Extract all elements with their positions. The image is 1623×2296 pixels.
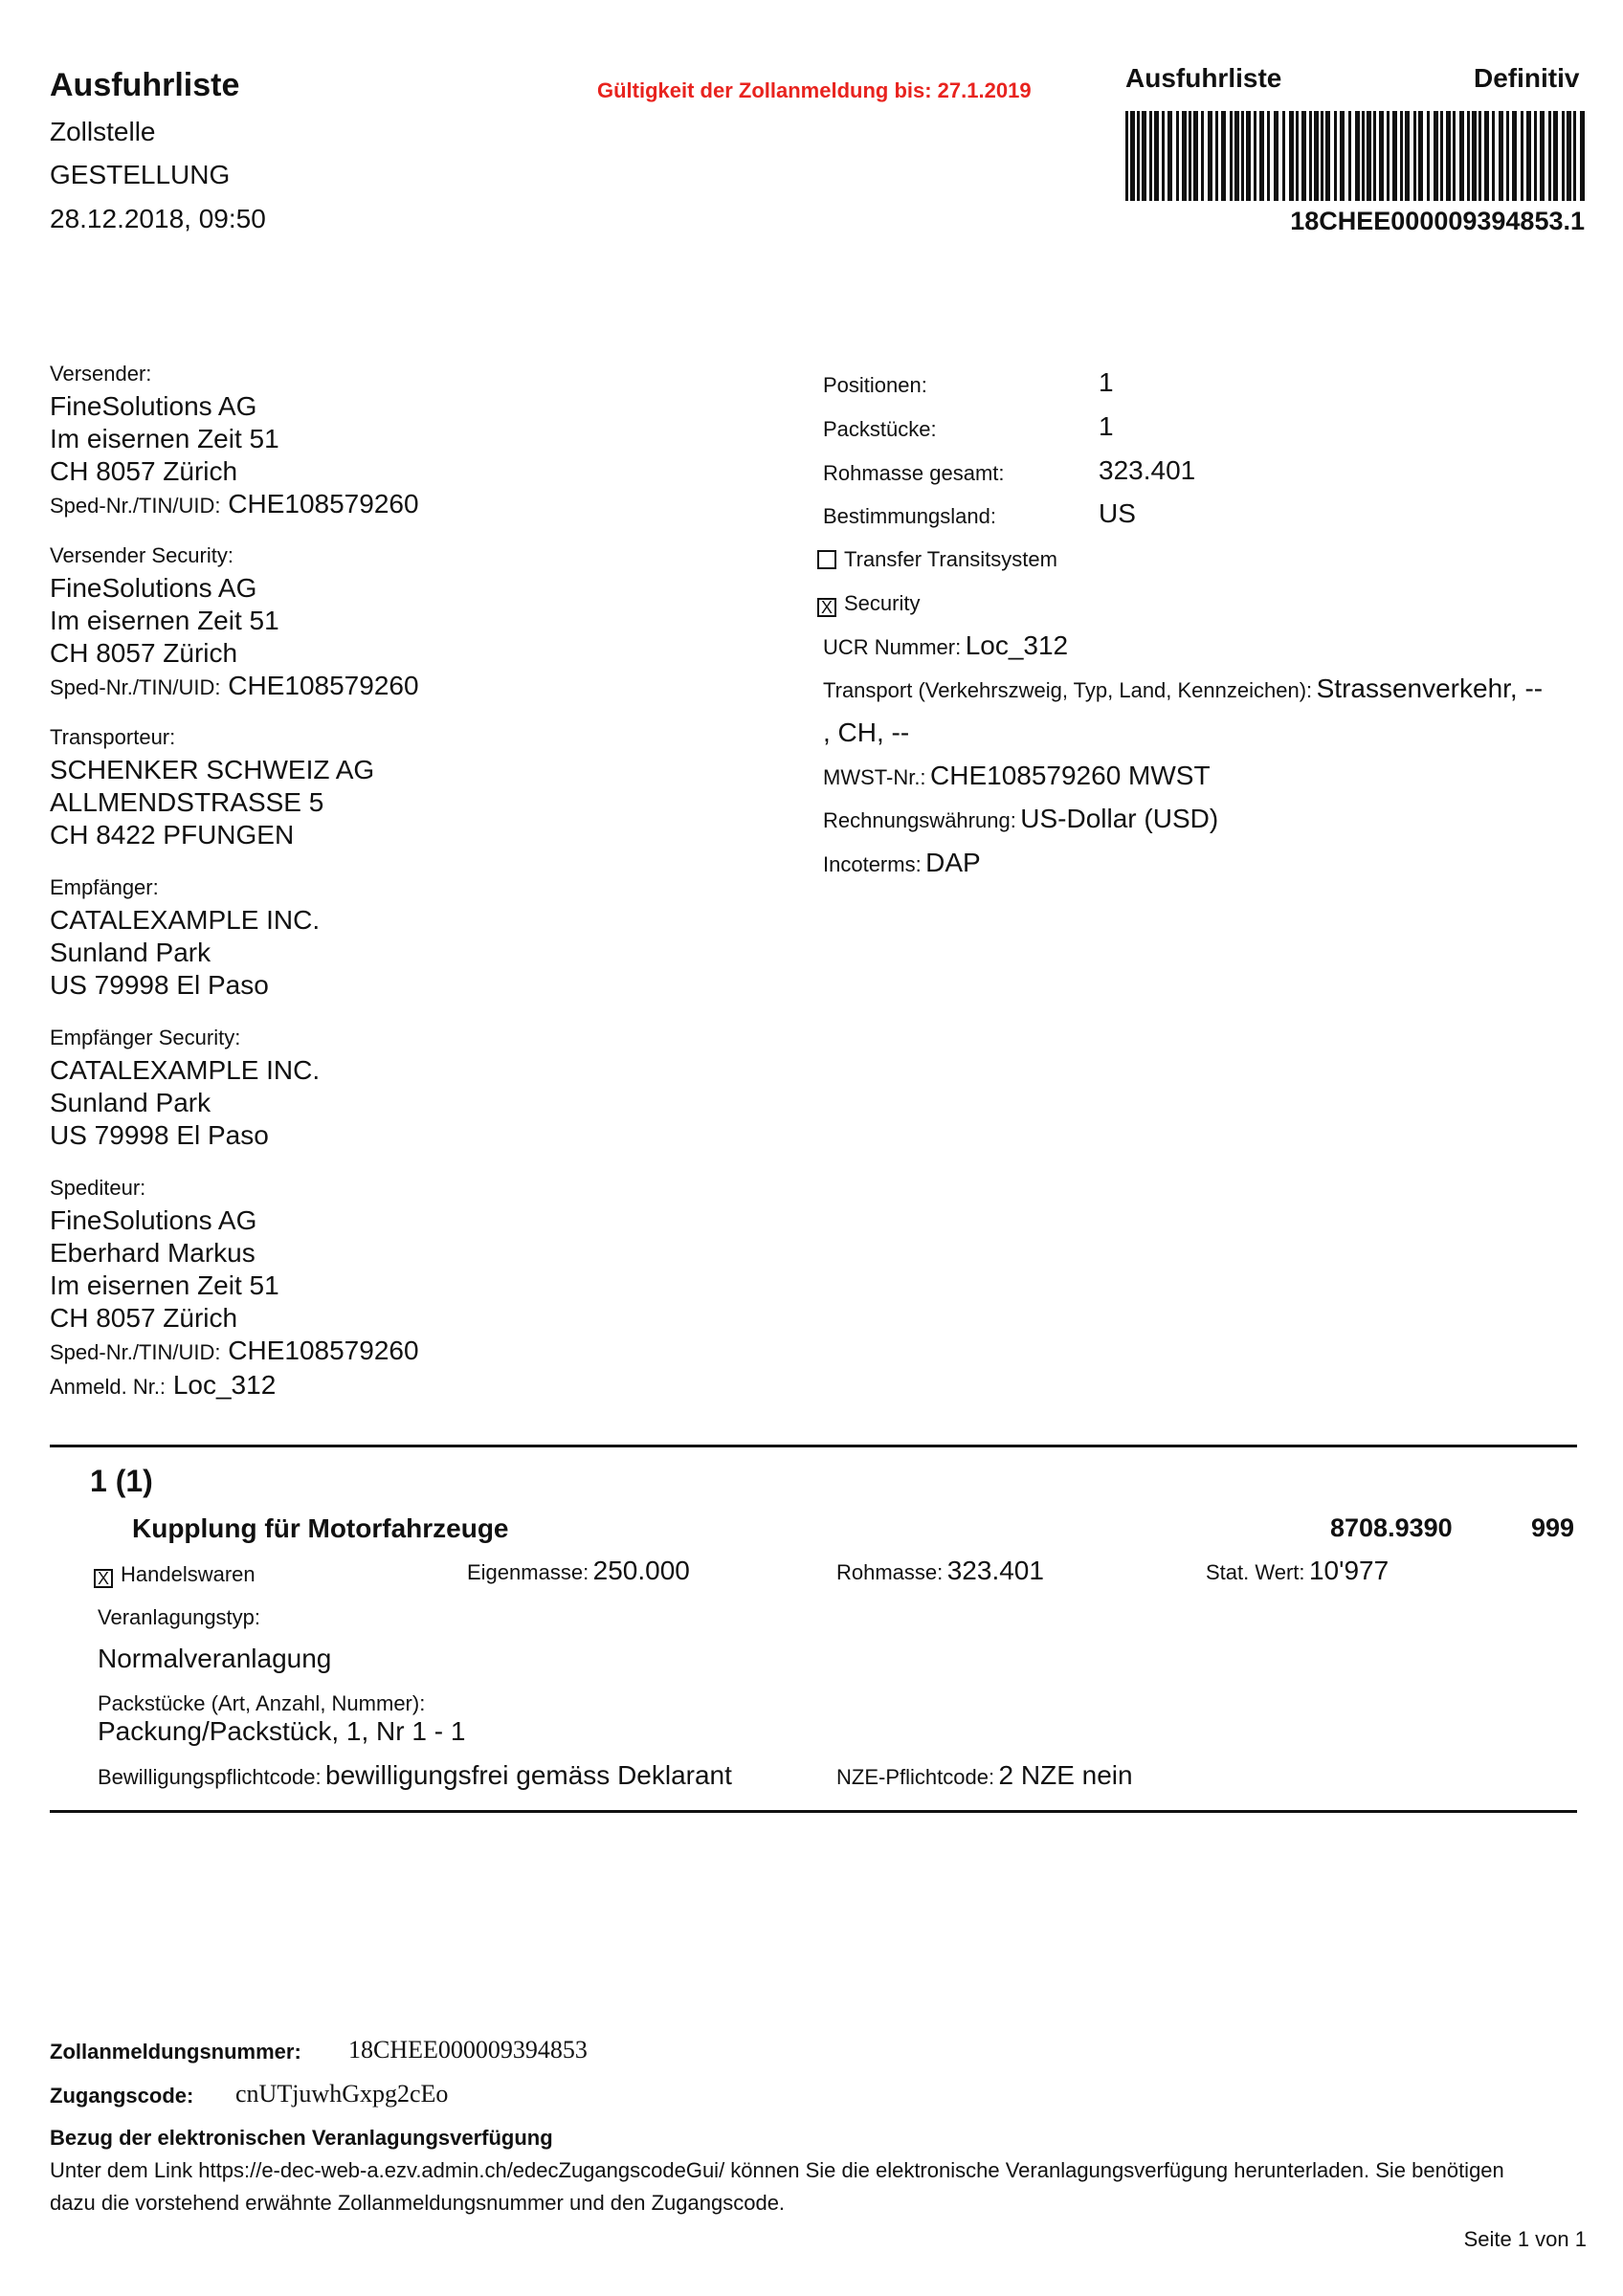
barcode-bar (1125, 111, 1128, 201)
ucr-row (823, 630, 1068, 661)
barcode-bar (1512, 111, 1517, 201)
zollnr-label: Zollanmeldungsnummer: (50, 2040, 301, 2064)
barcode-bar (1484, 111, 1489, 201)
barcode-bar (1355, 111, 1360, 201)
zugang-value: cnUTjuwhGxpg2cEo (235, 2080, 449, 2108)
address-line: SCHENKER SCHWEIZ AG (50, 755, 375, 784)
address-line: Im eisernen Zeit 51 (50, 1270, 279, 1300)
rohmasse-label: Rohmasse gesamt: (823, 461, 1005, 485)
barcode-bar (1534, 111, 1537, 201)
address-line: Im eisernen Zeit 51 (50, 424, 279, 453)
barcode-state: Definitiv (1474, 63, 1580, 93)
security-label: Security (844, 591, 921, 615)
barcode-bar (1521, 111, 1523, 201)
incoterms-value: DAP (925, 848, 981, 877)
id-value: CHE108579260 (228, 489, 419, 519)
validity-notice: Gültigkeit der Zollanmeldung bis: 27.1.2019 (597, 78, 1032, 102)
barcode-bar (1427, 111, 1430, 201)
barcode-bar (1526, 111, 1531, 201)
address-line: US 79998 El Paso (50, 970, 269, 1000)
address-line: Im eisernen Zeit 51 (50, 606, 279, 635)
positionen-value: 1 (1099, 367, 1114, 397)
barcode-bar (1246, 111, 1251, 201)
transporteur-block (50, 725, 374, 851)
address-line: CH 8057 Zürich (50, 1303, 238, 1333)
barcode-bar (1348, 111, 1351, 201)
waehrung-row (823, 804, 1218, 834)
barcode-bar (1492, 111, 1495, 201)
ucr-value: Loc_312 (965, 630, 1069, 660)
barcode-bar (1562, 111, 1565, 201)
spediteur-label: Spediteur: (50, 1176, 146, 1200)
handelswaren-label: Handelswaren (121, 1562, 256, 1586)
barcode-bar (1446, 111, 1451, 201)
barcode-bar (1580, 111, 1585, 201)
bezug-text-line: Unter dem Link https://e-dec-web-a.ezv.admin.ch/edecZugangscodeGui/ können Sie die elektronische Veranlagungsverfügung herunterladen. Sie benötigen (50, 2158, 1504, 2182)
status-text: GESTELLUNG (50, 160, 231, 189)
id-value: CHE108579260 (228, 671, 419, 700)
barcode-bar (1254, 111, 1256, 201)
barcode-bar (1573, 111, 1576, 201)
barcode-bar (1540, 111, 1545, 201)
barcode-bar (1176, 111, 1179, 201)
barcode-bar (1506, 111, 1509, 201)
tariff-number: 8708.9390 (1330, 1513, 1453, 1542)
transport-label: Transport (Verkehrszweig, Typ, Land, Kennzeichen): (823, 678, 1313, 702)
address-line: CH 8057 Zürich (50, 456, 238, 486)
barcode-bar (1314, 111, 1319, 201)
divider (50, 1445, 1577, 1447)
position-code: 999 (1531, 1513, 1575, 1542)
document-title: Ausfuhrliste (50, 67, 240, 103)
versender-label: Versender: (50, 362, 152, 386)
nze-value: 2 NZE nein (998, 1760, 1133, 1790)
barcode-bar (1467, 111, 1470, 201)
statwert-value: 10'977 (1308, 1556, 1390, 1585)
barcode-bar (1154, 111, 1159, 201)
handelswaren-row (94, 1562, 256, 1588)
id-value: CHE108579260 (228, 1336, 419, 1365)
barcode-bar (1182, 111, 1187, 201)
barcode-bar (1405, 111, 1410, 201)
barcode-bar (1434, 111, 1438, 201)
address-line: CATALEXAMPLE INC. (50, 1055, 321, 1085)
versender-security-block (50, 543, 419, 704)
veranlagungstyp-value: Normalveranlagung (98, 1644, 332, 1673)
transfer-transitsystem-row (817, 547, 1057, 572)
barcode-bar (1142, 111, 1146, 201)
transfer-checkbox[interactable] (817, 550, 836, 569)
transporteur-label: Transporteur: (50, 725, 176, 749)
anmeld-value: Loc_312 (172, 1370, 277, 1400)
packstuecke-pos-value: Packung/Packstück, 1, Nr 1 - 1 (98, 1716, 466, 1746)
waehrung-label: Rechnungswährung: (823, 808, 1016, 832)
barcode-bar (1230, 111, 1233, 201)
empfaenger-security-block (50, 1026, 320, 1152)
barcode-title: Ausfuhrliste (1125, 63, 1282, 93)
barcode-bar (1234, 111, 1239, 201)
divider (50, 1810, 1577, 1813)
barcode-bar (1309, 111, 1312, 201)
barcode-bar (1379, 111, 1384, 201)
barcode-bar (1400, 111, 1403, 201)
barcode-bar (1215, 111, 1218, 201)
barcode-bar (1413, 111, 1416, 201)
address-line: CATALEXAMPLE INC. (50, 905, 321, 935)
position-number: 1 (1) (90, 1464, 153, 1498)
barcode-bar (1149, 111, 1152, 201)
spediteur-block (50, 1176, 419, 1403)
mwst-label: MWST-Nr.: (823, 765, 926, 789)
bewilligung-value: bewilligungsfrei gemäss Deklarant (325, 1760, 732, 1790)
nze-row (836, 1760, 1133, 1791)
positionen-label: Positionen: (823, 373, 927, 397)
id-label: Sped-Nr./TIN/UID: (50, 494, 221, 518)
barcode-bar (1334, 111, 1337, 201)
barcode-bar (1321, 111, 1323, 201)
position-description: Kupplung für Motorfahrzeuge (132, 1513, 509, 1543)
customs-office: Zollstelle (50, 117, 156, 146)
ucr-label: UCR Nummer: (823, 635, 962, 659)
bestimmungsland-label: Bestimmungsland: (823, 504, 996, 528)
empfaenger-label: Empfänger: (50, 875, 159, 899)
versender-security-label: Versender Security: (50, 543, 233, 567)
mwst-row (823, 761, 1211, 791)
barcode-bar (1193, 111, 1198, 201)
anmeld-label: Anmeld. Nr.: (50, 1375, 167, 1399)
rohmasse-pos-label: Rohmasse: (836, 1560, 944, 1584)
barcode-bar (1189, 111, 1191, 201)
barcode-bar (1137, 111, 1140, 201)
barcode-bar (1387, 111, 1390, 201)
barcode-bar (1340, 111, 1345, 201)
security-row (817, 591, 920, 617)
barcode-bar (1478, 111, 1481, 201)
barcode-bar (1459, 111, 1464, 201)
barcode-bar (1548, 111, 1551, 201)
barcode-bar (1453, 111, 1456, 201)
barcode-bar (1267, 111, 1270, 201)
barcode-bar (1167, 111, 1172, 201)
transfer-label: Transfer Transitsystem (844, 547, 1057, 571)
bestimmungsland-value: US (1099, 498, 1136, 528)
timestamp: 28.12.2018, 09:50 (50, 204, 266, 233)
zugang-label: Zugangscode: (50, 2084, 194, 2108)
versender-block (50, 362, 419, 522)
bewilligung-label: Bewilligungspflichtcode: (98, 1765, 322, 1789)
packstuecke-pos-label: Packstücke (Art, Anzahl, Nummer): (98, 1691, 426, 1715)
nze-label: NZE-Pflichtcode: (836, 1765, 995, 1789)
barcode-bar (1130, 111, 1135, 201)
bewilligung-row (98, 1760, 732, 1791)
barcode-bar (1208, 111, 1212, 201)
barcode-bar (1553, 111, 1558, 201)
transport-row (823, 673, 1543, 704)
address-line: US 79998 El Paso (50, 1120, 269, 1150)
address-line: ALLMENDSTRASSE 5 (50, 787, 324, 817)
barcode-bar (1367, 111, 1371, 201)
eigenmasse-row (467, 1556, 690, 1586)
barcode-bar (1567, 111, 1571, 201)
statwert-label: Stat. Wert: (1206, 1560, 1305, 1584)
empfaenger-block (50, 875, 320, 1002)
barcode-bar (1274, 111, 1278, 201)
barcode-bar (1221, 111, 1226, 201)
address-line: FineSolutions AG (50, 1205, 257, 1235)
address-line: CH 8422 PFUNGEN (50, 820, 295, 850)
barcode-bar (1362, 111, 1365, 201)
barcode-bar (1241, 111, 1244, 201)
address-line: CH 8057 Zürich (50, 638, 238, 668)
barcode-bar (1259, 111, 1264, 201)
barcode-bar (1440, 111, 1443, 201)
barcode-image (1125, 111, 1585, 201)
zollnr-value: 18CHEE000009394853 (348, 2036, 588, 2064)
transport-value: Strassenverkehr, -- (1316, 673, 1544, 703)
bezug-text-line: dazu die vorstehend erwähnte Zollanmeldungsnummer und den Zugangscode. (50, 2191, 786, 2215)
mwst-value: CHE108579260 MWST (930, 761, 1211, 790)
rohmasse-pos-value: 323.401 (946, 1556, 1044, 1585)
barcode-bar (1282, 111, 1285, 201)
veranlagungstyp-label: Veranlagungstyp: (98, 1605, 261, 1629)
id-label: Sped-Nr./TIN/UID: (50, 675, 221, 699)
rohmasse-pos-row (836, 1556, 1044, 1586)
id-label: Sped-Nr./TIN/UID: (50, 1340, 221, 1364)
packstuecke-label: Packstücke: (823, 417, 937, 441)
waehrung-value: US-Dollar (USD) (1020, 804, 1219, 833)
address-line: Sunland Park (50, 1088, 211, 1117)
statwert-row (1206, 1556, 1389, 1586)
barcode-bar (1289, 111, 1294, 201)
handelswaren-checkbox[interactable]: X (94, 1569, 113, 1588)
barcode-number: 18CHEE000009394853.1 (1290, 207, 1585, 235)
security-checkbox[interactable]: X (817, 598, 836, 617)
barcode-bar (1392, 111, 1397, 201)
barcode-bar (1325, 111, 1330, 201)
eigenmasse-label: Eigenmasse: (467, 1560, 589, 1584)
barcode-bar (1296, 111, 1299, 201)
packstuecke-value: 1 (1099, 411, 1114, 441)
barcode-bar (1472, 111, 1477, 201)
address-line: Sunland Park (50, 938, 211, 967)
barcode-bar (1373, 111, 1376, 201)
page-number: Seite 1 von 1 (1463, 2227, 1587, 2251)
barcode-bar (1418, 111, 1423, 201)
address-line: FineSolutions AG (50, 573, 257, 603)
transport-value-cont: , CH, -- (823, 718, 910, 747)
barcode-bar (1201, 111, 1204, 201)
rohmasse-value: 323.401 (1099, 455, 1196, 485)
address-line: Eberhard Markus (50, 1238, 256, 1268)
barcode-bar (1301, 111, 1306, 201)
address-line: FineSolutions AG (50, 391, 257, 421)
incoterms-row (823, 848, 981, 878)
empfaenger-security-label: Empfänger Security: (50, 1026, 241, 1049)
incoterms-label: Incoterms: (823, 852, 922, 876)
barcode-bar (1499, 111, 1503, 201)
barcode-bar (1162, 111, 1165, 201)
eigenmasse-value: 250.000 (592, 1556, 690, 1585)
bezug-title: Bezug der elektronischen Veranlagungsverfügung (50, 2126, 553, 2150)
